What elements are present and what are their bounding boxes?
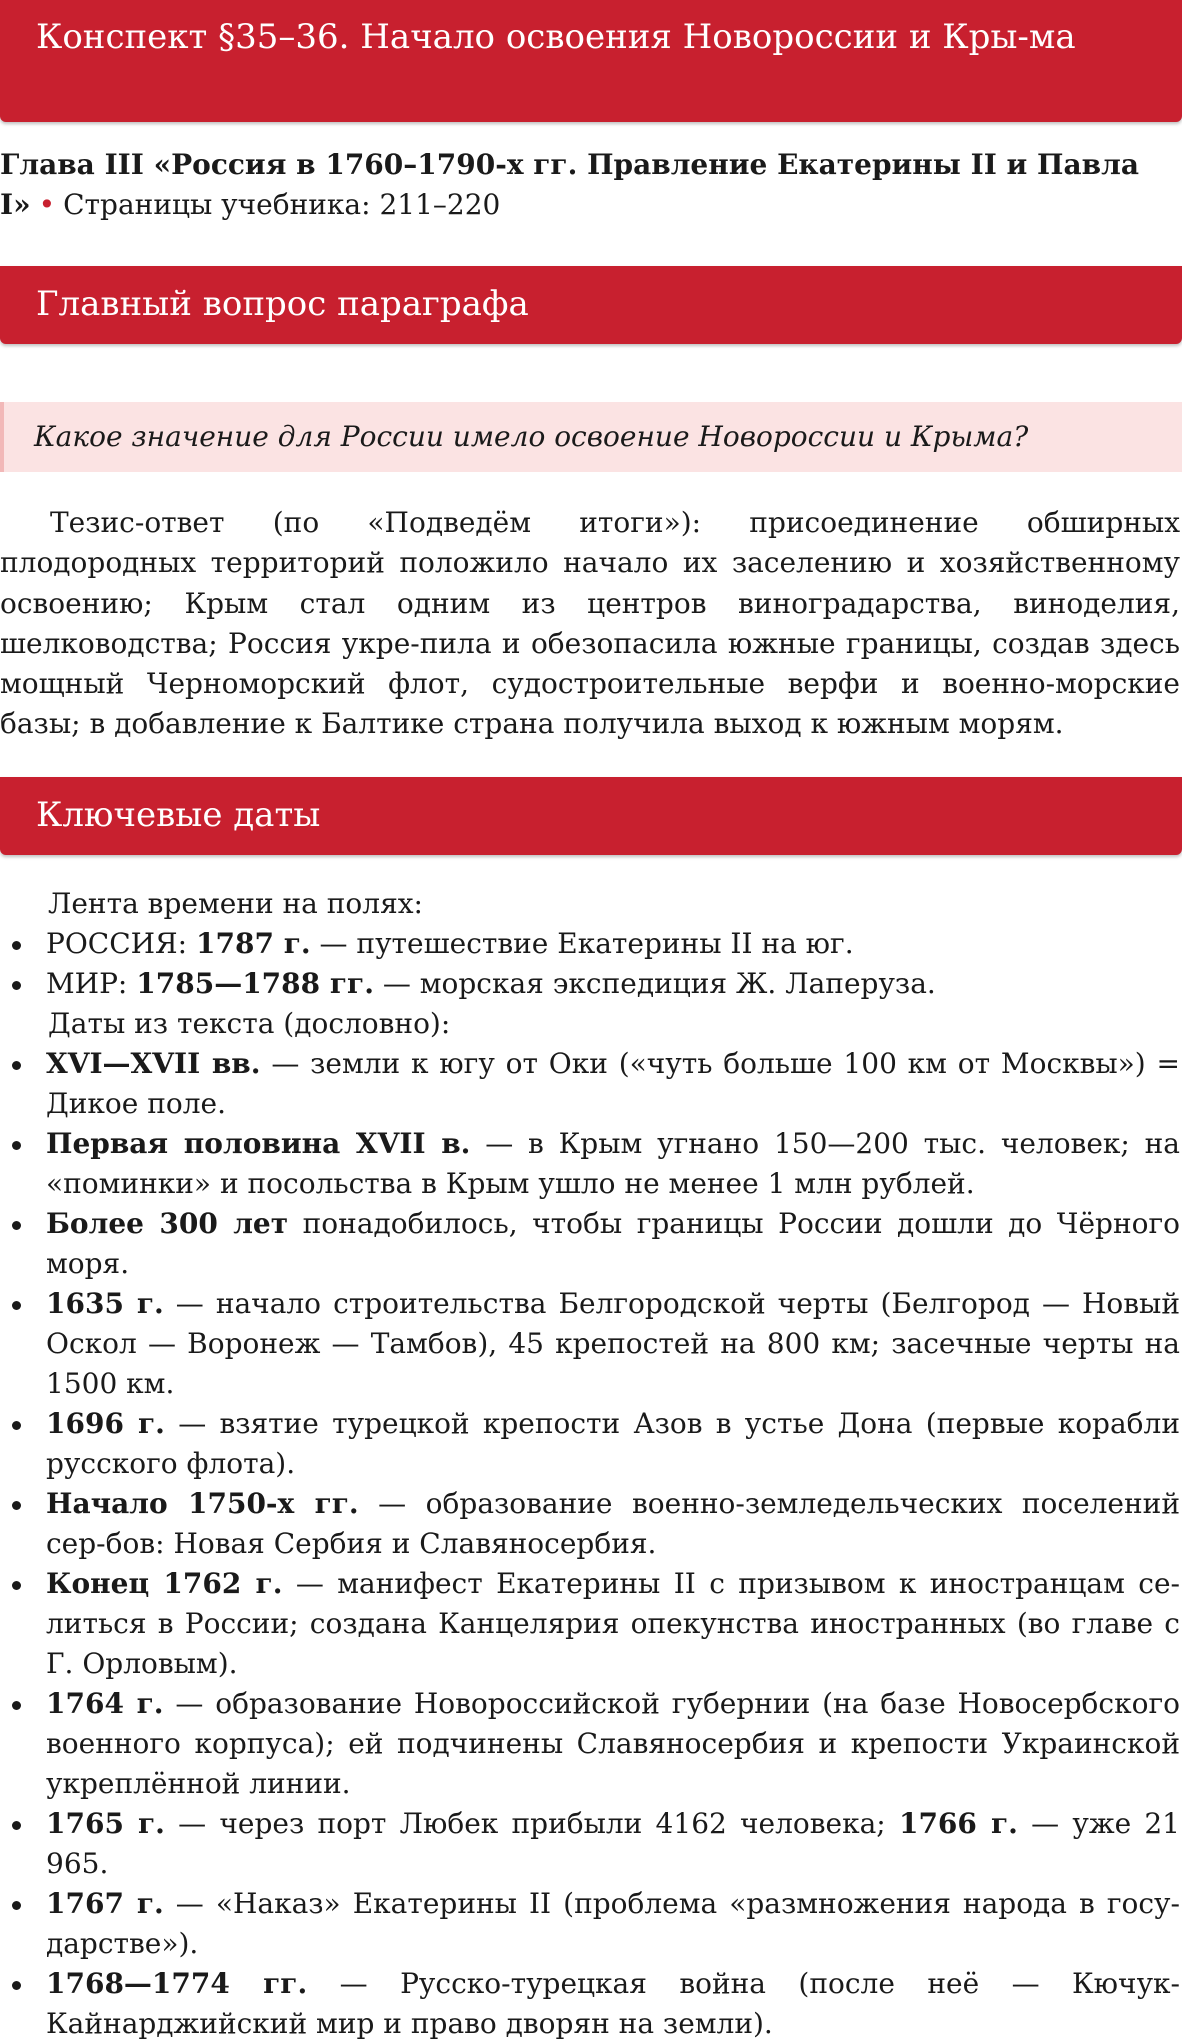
list-item: Конец 1762 г. — манифест Екатерины II с призывом к иностранцам се-литься в России; создана Канцелярия опекунства иностранных (во главе с Г. Орловым). xyxy=(0,1564,1180,1684)
margin-timeline-intro: Лента времени на полях: xyxy=(48,887,423,920)
list-item: 1696 г. — взятие турецкой крепости Азов в устье Дона (первые корабли русского флота). xyxy=(0,1404,1180,1484)
list-item: 1767 г. — «Наказ» Екатерины II (проблема «размножения народа в госу-дарстве»). xyxy=(0,1884,1180,1964)
textbook-pages: Страницы учебника: 211–220 xyxy=(63,188,501,221)
separator-dot-icon: • xyxy=(38,188,56,221)
chapter-title: Глава III «Россия в 1760–1790-х гг. Правление Екатерины II и Павла I» xyxy=(0,148,1139,221)
thesis-answer: Тезис-ответ (по «Подведём итоги»): присоединение обширных плодородных территорий положило начало их заселению и хозяйственному освоению; Крым стал одним из центров виноградарства, виноделия, шелководства; Россия укре-пила и обезопасила южные границы, создав здесь мощный Черноморский флот, судостроительные верфи и военно-морские базы; в добавление к Балтике страна получила выход к южным морям. xyxy=(0,506,1180,741)
chapter-info xyxy=(0,145,1182,225)
key-dates-list xyxy=(0,884,1180,2044)
list-item: 1768—1774 гг. — Русско-турецкая война (после неё — Кючук-Кайнарджийский мир и право дворян на земли). xyxy=(0,1964,1180,2044)
page-title: Конспект §35–36. Начало освоения Новороссии и Кры-ма xyxy=(0,0,1182,122)
list-item: 1635 г. — начало строительства Белгородской черты (Белгород — Новый Оскол — Воронеж — Тамбов), 45 крепостей на 800 км; засечные черты на 1500 км. xyxy=(0,1284,1180,1404)
list-item: XVI—XVII вв. — земли к югу от Оки («чуть больше 100 км от Москвы») = Дикое поле. xyxy=(0,1044,1180,1124)
text-dates-intro: Даты из текста (дословно): xyxy=(48,1007,451,1040)
list-item: Начало 1750-х гг. — образование военно-земледельческих поселений сер-бов: Новая Сербия и Славяносербия. xyxy=(0,1484,1180,1564)
main-question: Какое значение для России имело освоение Новороссии и Крыма? xyxy=(0,402,1182,472)
list-item: МИР: 1785—1788 гг. — морская экспедиция Ж. Лаперуза. xyxy=(0,964,1180,1004)
list-item: Более 300 лет понадобилось, чтобы границы России дошли до Чёрного моря. xyxy=(0,1204,1180,1284)
section-heading-main-question: Главный вопрос параграфа xyxy=(0,266,1182,344)
list-item: 1765 г. — через порт Любек прибыли 4162 человека; 1766 г. — уже 21 965. xyxy=(0,1804,1180,1884)
list-item: РОССИЯ: 1787 г. — путешествие Екатерины II на юг. xyxy=(0,924,1180,964)
list-item: Первая половина XVII в. — в Крым угнано 150—200 тыс. человек; на «поминки» и посольства в Крым ушло не менее 1 млн рублей. xyxy=(0,1124,1180,1204)
list-item: 1764 г. — образование Новороссийской губернии (на базе Новосербского военного корпуса); ей подчинены Славяносербия и крепости Украинской укреплённой линии. xyxy=(0,1684,1180,1804)
section-heading-key-dates: Ключевые даты xyxy=(0,777,1182,855)
